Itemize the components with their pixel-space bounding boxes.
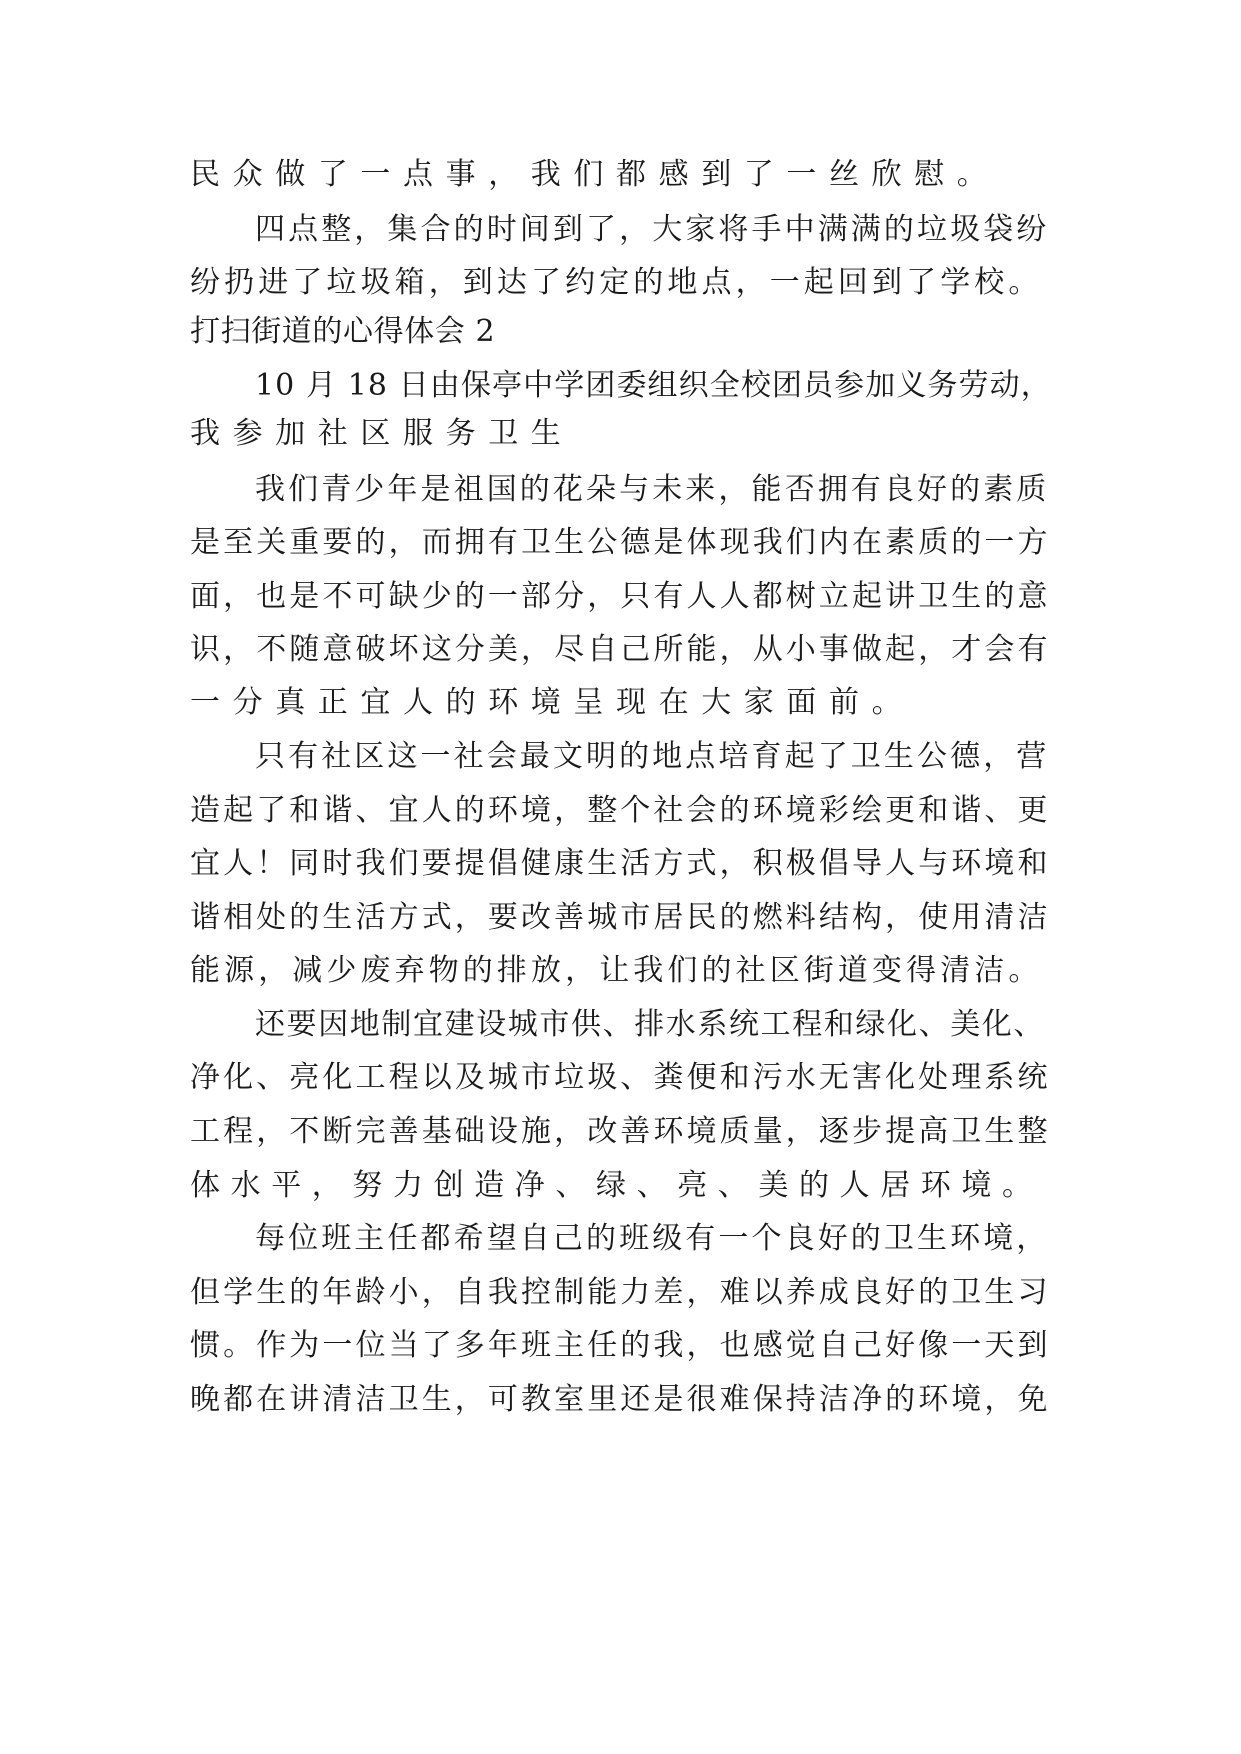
text-line: 是至关重要的，而拥有卫生公德是体现我们内在素质的一方: [190, 525, 1051, 560]
text-line: 面，也是不可缺少的一部分，只有人人都树立起讲卫生的意: [190, 579, 1051, 614]
text-line: 造起了和谐、宜人的环境，整个社会的环境彩绘更和谐、更: [190, 793, 1051, 828]
text-line: 识，不随意破坏这分美，尽自己所能，从小事做起，才会有: [190, 632, 1051, 667]
text-line: 谐相处的生活方式，要改善城市居民的燃料结构，使用清洁: [190, 900, 1051, 935]
text-line: 一分真正宜人的环境呈现在大家面前。: [190, 685, 915, 720]
text-line: 民众做了一点事，我们都感到了一丝欣慰。: [190, 157, 1000, 192]
text-line: 宜人！同时我们要提倡健康生活方式，积极倡导人与环境和: [190, 846, 1051, 881]
text-line: 纷扔进了垃圾箱，到达了约定的地点，一起回到了学校。: [190, 265, 1043, 300]
paragraph-first-line: 我们青少年是祖国的花朵与未来，能否拥有良好的素质: [255, 472, 1050, 507]
paragraph-first-line: 每位班主任都希望自己的班级有一个良好的卫生环境，: [255, 1221, 1050, 1256]
paragraph-first-line: 10 月 18 日由保亭中学团委组织全校团员参加义务劳动，: [255, 368, 1052, 403]
text-line: 惯。作为一位当了多年班主任的我，也感觉自己好像一天到: [190, 1328, 1051, 1363]
paragraph-first-line: 四点整，集合的时间到了，大家将手中满满的垃圾袋纷: [255, 212, 1050, 247]
paragraph-first-line: 还要因地制宜建设城市供、排水系统工程和绿化、美化、: [255, 1007, 1045, 1042]
section-heading: 打扫街道的心得体会 2: [190, 314, 496, 349]
text-line: 工程，不断完善基础设施，改善环境质量，逐步提高卫生整: [190, 1114, 1051, 1149]
text-line: 体水平，努力创造净、绿、亮、美的人居环境。: [190, 1168, 1043, 1203]
paragraph-first-line: 只有社区这一社会最文明的地点培育起了卫生公德，营: [255, 739, 1050, 774]
text-line: 能源，减少废弃物的排放，让我们的社区街道变得清洁。: [190, 953, 1043, 988]
text-line: 晚都在讲清洁卫生，可教室里还是很难保持洁净的环境，免: [190, 1382, 1051, 1417]
text-line: 我参加社区服务卫生: [190, 416, 574, 451]
text-line: 但学生的年龄小，自我控制能力差，难以养成良好的卫生习: [190, 1275, 1051, 1310]
text-line: 净化、亮化工程以及城市垃圾、粪便和污水无害化处理系统: [190, 1060, 1051, 1095]
